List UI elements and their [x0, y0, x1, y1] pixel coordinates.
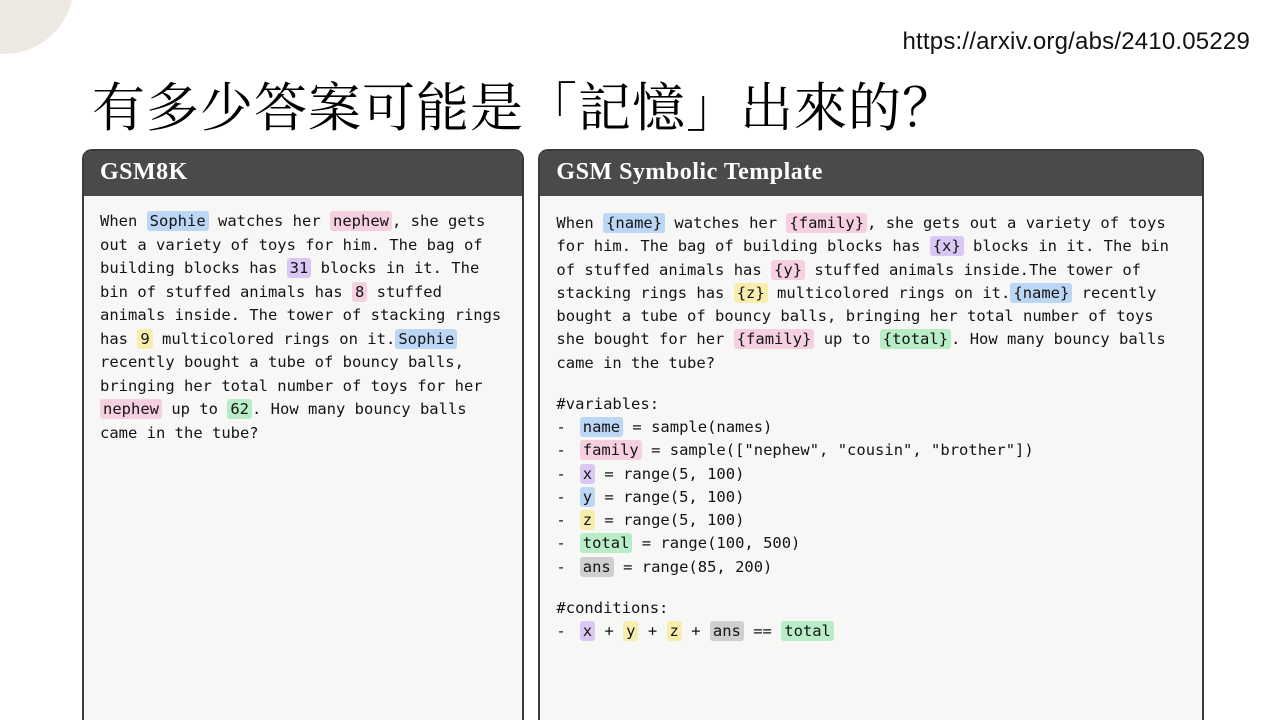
spacer-2: [556, 579, 1186, 597]
variable-expression: = sample(names): [623, 418, 773, 436]
variable-row: [556, 486, 1186, 509]
condition-line: [556, 620, 1186, 643]
condition-token: x: [580, 621, 595, 641]
condition-operator: +: [647, 622, 658, 640]
highlighted-token: 31: [287, 258, 312, 278]
condition-token: total: [781, 621, 834, 641]
bullet-dash: -: [556, 441, 566, 460]
bullet-dash: -: [556, 464, 566, 483]
variable-row: [556, 416, 1186, 439]
variable-row: [556, 439, 1186, 462]
condition-operator: +: [691, 622, 701, 640]
highlighted-token: {name}: [1010, 283, 1072, 303]
page-title: 有多少答案可能是「記憶」出來的？: [92, 79, 956, 138]
decorative-corner-shape: [0, 0, 74, 54]
gsm-symbolic-panel-body: [540, 196, 1202, 720]
variable-expression: = range(5, 100): [595, 511, 745, 529]
highlighted-token: Sophie: [147, 211, 209, 231]
condition-token: z: [667, 621, 682, 641]
highlighted-token: {y}: [771, 260, 805, 280]
variable-row: [556, 509, 1186, 532]
gsm-symbolic-panel-header: GSM Symbolic Template: [540, 151, 1202, 196]
bullet-dash: -: [556, 487, 566, 506]
variable-name: total: [580, 533, 633, 553]
highlighted-token: nephew: [100, 399, 162, 419]
variable-name: x: [580, 464, 595, 484]
variables-heading: #variables:: [556, 394, 660, 413]
gsm-symbolic-panel: [538, 149, 1204, 720]
condition-token: ans: [710, 621, 744, 641]
variable-name: y: [580, 487, 595, 507]
conditions-heading: #conditions:: [556, 598, 669, 617]
variable-expression: = range(85, 200): [613, 557, 773, 576]
gsm-symbolic-template-text: When {name} watches her {family} , she gets out a variety of toys for him. The bag of building blocks has {x} blocks in it. The bin of stuffed animals has {y} stuffed animals inside.The tower of stacking rings has {z} multicolored rings on it. {name} recently bought a tube of bouncy balls, bringing her total number of toys she bought for her {family} up to {total} . How many bouncy balls came in the tube?: [556, 214, 1169, 372]
highlighted-token: {family}: [786, 213, 867, 233]
highlighted-token: Sophie: [395, 329, 457, 349]
bullet-dash: -: [556, 534, 566, 553]
bullet-dash: -: [556, 557, 566, 576]
variable-expression: = range(5, 100): [595, 464, 745, 483]
source-url: https://arxiv.org/abs/2410.05229: [902, 28, 1250, 55]
gsm8k-panel: [82, 149, 524, 720]
gsm8k-panel-header: GSM8K: [84, 151, 522, 196]
highlighted-token: {name}: [603, 213, 665, 233]
panels-container: [82, 149, 1204, 720]
condition-token: y: [623, 621, 638, 641]
highlighted-token: 8: [352, 282, 367, 302]
spacer: [556, 375, 1186, 393]
highlighted-token: {family}: [734, 329, 815, 349]
bullet-dash: -: [556, 511, 566, 529]
bullet-dash: -: [556, 622, 566, 640]
variable-expression: = sample(["nephew", "cousin", "brother"]): [641, 441, 1034, 460]
highlighted-token: {x}: [930, 236, 964, 256]
variables-list: [556, 416, 1186, 579]
variable-name: z: [580, 510, 595, 530]
highlighted-token: {z}: [734, 283, 768, 303]
variable-row: [556, 463, 1186, 486]
condition-operator: +: [604, 622, 614, 640]
highlighted-token: nephew: [330, 211, 392, 231]
variable-row: [556, 556, 1186, 579]
variable-expression: = range(100, 500): [632, 534, 801, 553]
variable-name: name: [580, 417, 623, 437]
bullet-dash: -: [556, 418, 566, 436]
gsm8k-panel-body: [84, 196, 522, 720]
variable-expression: = range(5, 100): [595, 487, 745, 506]
gsm8k-question-text: When Sophie watches her nephew , she gets out a variety of toys for him. The bag of building blocks has 31 blocks in it. The bin of stuffed animals has 8 stuffed animals inside. The tower of stacking rings has 9 multicolored rings on it. Sophie recently bought a tube of bouncy balls, bringing her total number of toys for her nephew up to 62 . How many bouncy balls came in the tube?: [100, 212, 502, 442]
highlighted-token: {total}: [880, 329, 951, 349]
highlighted-token: 9: [137, 329, 152, 349]
highlighted-token: 62: [227, 399, 252, 419]
variable-name: family: [580, 440, 642, 460]
variable-name: ans: [580, 557, 614, 577]
condition-operator: ==: [753, 622, 772, 640]
variable-row: [556, 532, 1186, 555]
